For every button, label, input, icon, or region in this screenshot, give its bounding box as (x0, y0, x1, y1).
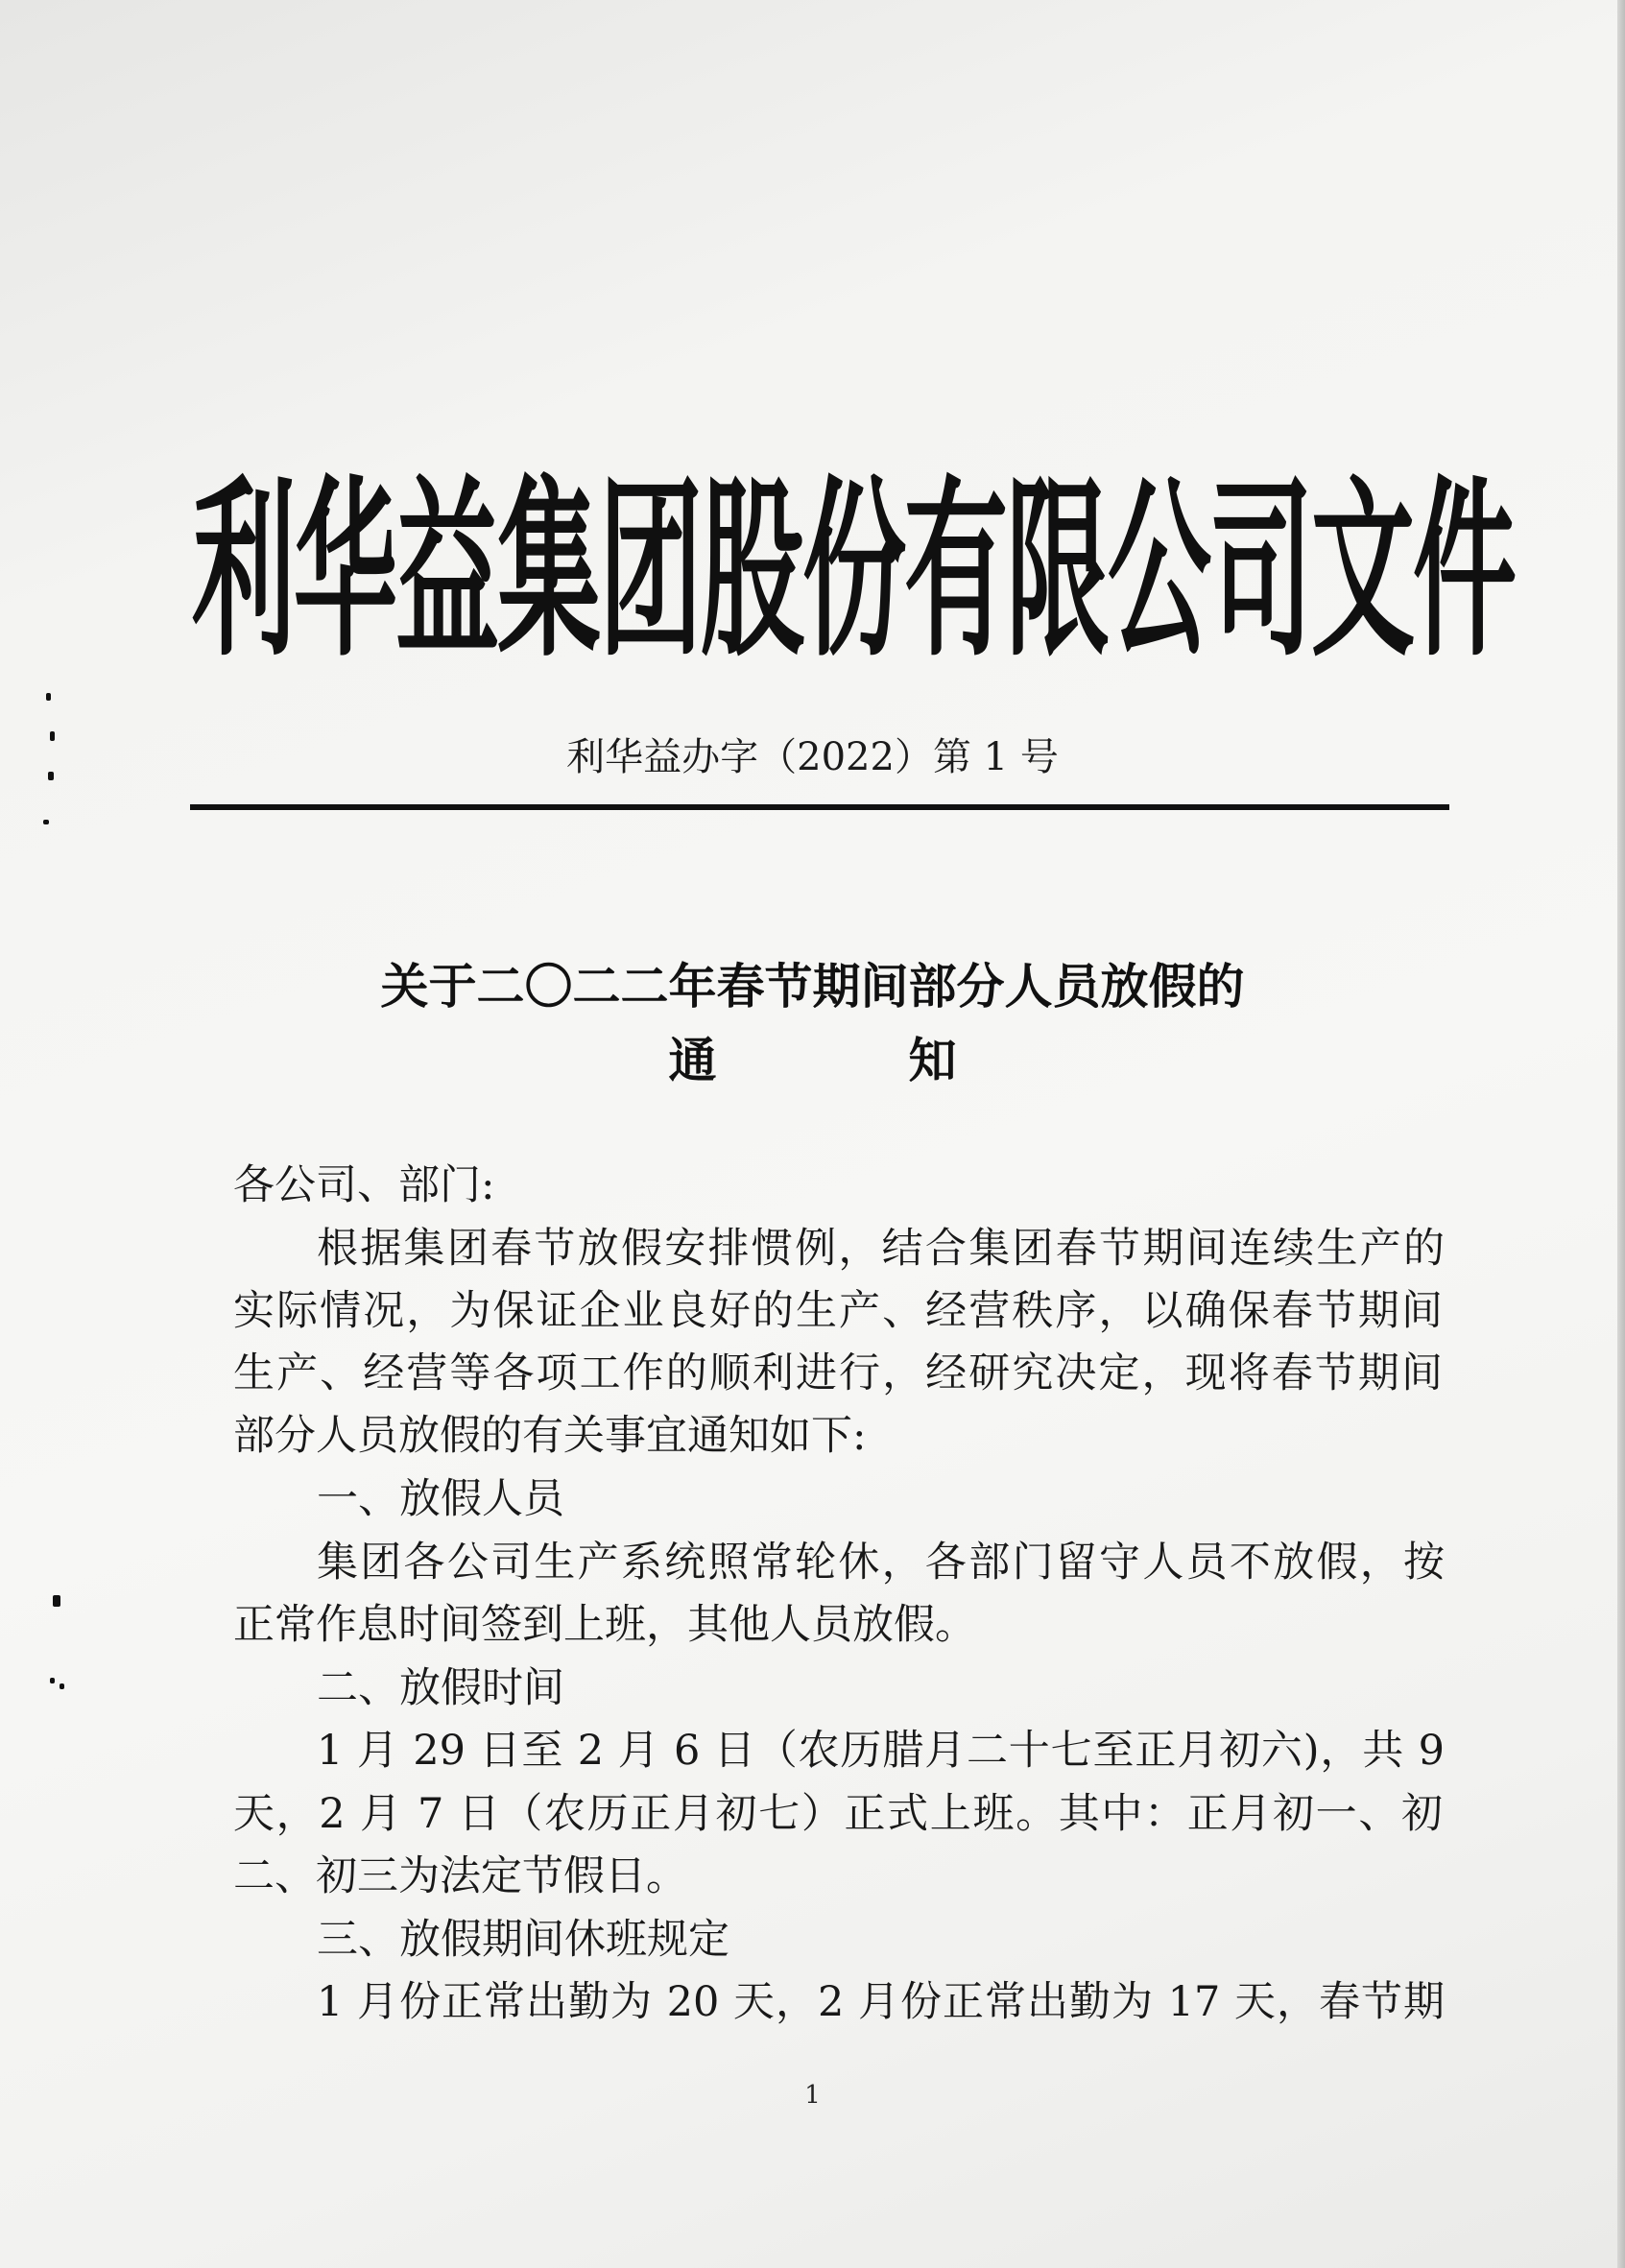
section-2-line-1: 1 月 29 日至 2 月 6 日（农历腊月二十七至正月初六)，共 9 (317, 1727, 1445, 1775)
title-word-tong: 通 (668, 1033, 717, 1088)
binding-mark (50, 731, 55, 741)
document-title-line-1: 关于二〇二二年春节期间部分人员放假的 (380, 959, 1245, 1015)
section-2-heading: 二、放假时间 (317, 1664, 564, 1712)
section-1-heading: 一、放假人员 (317, 1475, 564, 1523)
paragraph-1-line-1: 根据集团春节放假安排惯例，结合集团春节期间连续生产的 (317, 1225, 1445, 1273)
document-number: 利华益办字（2022）第 1 号 (566, 735, 1059, 779)
section-3-heading: 三、放假期间休班规定 (317, 1916, 729, 1964)
section-2-line-3: 二、初三为法定节假日。 (233, 1852, 687, 1900)
binding-mark (46, 693, 51, 701)
section-1-line-1: 集团各公司生产系统照常轮休，各部门留守人员不放假，按 (317, 1539, 1445, 1587)
title-word-zhi: 知 (908, 1033, 957, 1088)
binding-mark (50, 1678, 55, 1683)
section-1-line-2: 正常作息时间签到上班，其他人员放假。 (233, 1601, 976, 1649)
binding-mark (60, 1683, 64, 1689)
paragraph-1-line-3: 生产、经营等各项工作的顺利进行，经研究决定，现将春节期间 (233, 1349, 1443, 1397)
section-3-line-1: 1 月份正常出勤为 20 天，2 月份正常出勤为 17 天，春节期 (317, 1978, 1445, 2026)
paragraph-1-line-2: 实际情况，为保证企业良好的生产、经营秩序，以确保春节期间 (233, 1287, 1443, 1335)
binding-mark (53, 1595, 60, 1607)
salutation: 各公司、部门: (233, 1161, 495, 1209)
document-title-line-2 (0, 1027, 1625, 1094)
page-number: 1 (804, 2081, 821, 2110)
section-2-line-2: 天，2 月 7 日（农历正月初七）正式上班。其中：正月初一、初 (233, 1790, 1443, 1838)
header-divider (190, 804, 1449, 810)
paper-edge (1617, 0, 1625, 2268)
organization-header: 利华益集团股份有限公司文件 (192, 461, 1516, 683)
binding-mark (43, 820, 49, 824)
binding-mark (48, 772, 54, 780)
paragraph-1-line-4: 部分人员放假的有关事宜通知如下: (233, 1412, 867, 1460)
